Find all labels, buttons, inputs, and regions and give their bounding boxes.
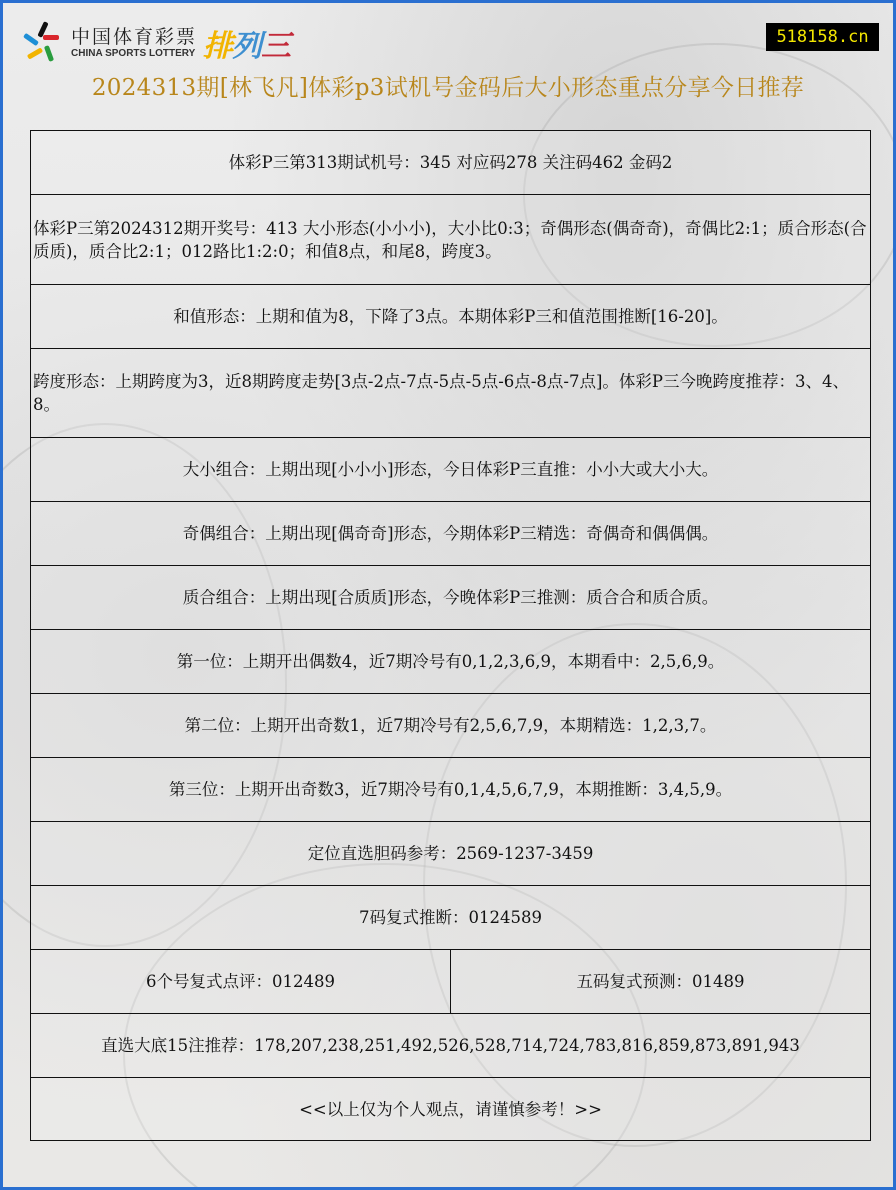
prediction-table	[30, 130, 871, 1141]
trial-number-cell: 体彩P三第313期试机号：345 对应码278 关注码462 金码2	[31, 131, 871, 195]
table-row	[31, 758, 871, 822]
logo-en-text: CHINA SPORTS LOTTERY	[71, 48, 196, 59]
direct-selection-cell: 直选大底15注推荐：178,207,238,251,492,526,528,714,724,783,816,859,873,891,943	[31, 1014, 871, 1078]
prime-composite-combo-cell: 质合组合：上期出现[合质质]形态，今晚体彩P三推测：质合合和质合质。	[31, 566, 871, 630]
third-position-cell: 第三位：上期开出奇数3，近7期冷号有0,1,4,5,6,7,9，本期推断：3,4,5,9。	[31, 758, 871, 822]
span-pattern-cell: 跨度形态：上期跨度为3，近8期跨度走势[3点-2点-7点-5点-5点-6点-8点-7点]。体彩P三今晚跨度推荐：3、4、8。	[31, 349, 871, 438]
first-position-cell: 第一位：上期开出偶数4，近7期冷号有0,1,2,3,6,9，本期看中：2,5,6,9。	[31, 630, 871, 694]
site-badge[interactable]: 518158.cn	[766, 23, 879, 51]
size-combo-cell: 大小组合：上期出现[小小小]形态，今日体彩P三直推：小小大或大小大。	[31, 438, 871, 502]
second-position-cell: 第二位：上期开出奇数1，近7期冷号有2,5,6,7,9，本期精选：1,2,3,7。	[31, 694, 871, 758]
page-title: 2024313期[林飞凡]体彩p3试机号金码后大小形态重点分享今日推荐	[91, 75, 805, 101]
sum-pattern-cell: 和值形态：上期和值为8，下降了3点。本期体彩P三和值范围推断[16-20]。	[31, 285, 871, 349]
table-row	[31, 566, 871, 630]
table-row	[31, 822, 871, 886]
six-code-review-cell: 6个号复式点评：012489	[31, 950, 451, 1014]
table-row	[31, 349, 871, 438]
page-frame	[3, 3, 893, 1187]
last-draw-cell: 体彩P三第2024312期开奖号：413 大小形态(小小小)，大小比0:3；奇偶形态(偶奇奇)，奇偶比2:1；质合形态(合质质)，质合比2:1；012路比1:2:0；和值8点，和尾8，跨度3。	[31, 195, 871, 285]
position-dan-code-cell: 定位直选胆码参考：2569-1237-3459	[31, 822, 871, 886]
table-row	[31, 886, 871, 950]
table-row	[31, 950, 871, 1014]
table-row	[31, 131, 871, 195]
odd-even-combo-cell: 奇偶组合：上期出现[偶奇奇]形态，今期体彩P三精选：奇偶奇和偶偶偶。	[31, 502, 871, 566]
table-row	[31, 438, 871, 502]
table-row	[31, 694, 871, 758]
five-code-forecast-cell: 五码复式预测：01489	[451, 950, 871, 1014]
table-row	[31, 1014, 871, 1078]
logo-star-icon	[21, 21, 65, 65]
disclaimer-cell: <<以上仅为个人观点，请谨慎参考！>>	[31, 1078, 871, 1141]
table-row	[31, 195, 871, 285]
seven-code-cell: 7码复式推断：0124589	[31, 886, 871, 950]
logo-product-name: 排列三	[203, 29, 291, 64]
table-row	[31, 630, 871, 694]
table-row	[31, 1078, 871, 1141]
table-row	[31, 502, 871, 566]
lottery-logo	[21, 21, 290, 65]
table-row	[31, 285, 871, 349]
logo-cn-text: 中国体育彩票	[71, 26, 198, 48]
